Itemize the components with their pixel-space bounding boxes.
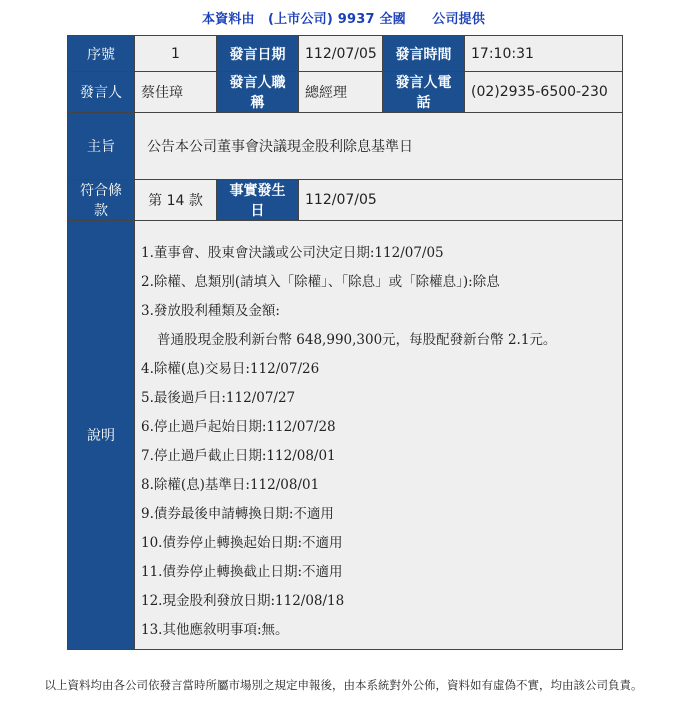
subject-label: 主旨	[68, 113, 135, 180]
description-line: 11.債券停止轉換截止日期:不適用	[141, 564, 343, 580]
description-label: 說明	[68, 221, 135, 650]
announcement-table	[67, 35, 623, 650]
time-label: 發言時間	[383, 36, 465, 72]
row-speaker	[68, 72, 623, 113]
description-line: 8.除權(息)基準日:112/08/01	[141, 477, 320, 493]
seq-value: 1	[135, 36, 217, 72]
description-body	[135, 221, 623, 650]
description-line: 3.發放股利種類及金額:	[141, 303, 280, 319]
clause-value: 第 14 款	[135, 180, 217, 221]
description-line: 普通股現金股利新台幣 648,990,300元，每股配發新台幣 2.1元。	[157, 332, 557, 348]
description-line: 5.最後過戶日:112/07/27	[141, 390, 296, 406]
description-line: 7.停止過戶截止日期:112/08/01	[141, 448, 336, 464]
description-line: 2.除權、息類別(請填入「除權」、「除息」或「除權息」):除息	[141, 274, 500, 290]
description-line: 9.債券最後申請轉換日期:不適用	[141, 506, 334, 522]
clause-label: 符合條款	[68, 180, 135, 221]
row-description	[68, 221, 623, 650]
description-line: 4.除權(息)交易日:112/07/26	[141, 361, 320, 377]
description-line: 1.董事會、股東會決議或公司決定日期:112/07/05	[141, 245, 444, 261]
fact-date-label: 事實發生日	[217, 180, 299, 221]
date-label: 發言日期	[217, 36, 299, 72]
row-subject	[68, 113, 623, 180]
fact-date-value: 112/07/05	[299, 180, 623, 221]
source-title: 本資料由 (上市公司) 9937 全國 公司提供	[201, 12, 486, 27]
seq-label: 序號	[68, 36, 135, 72]
speaker-label: 發言人	[68, 72, 135, 113]
description-line: 12.現金股利發放日期:112/08/18	[141, 593, 345, 609]
description-line: 6.停止過戶起始日期:112/07/28	[141, 419, 336, 435]
subject-value: 公告本公司董事會決議現金股利除息基準日	[135, 113, 623, 180]
speaker-phone-value: (02)2935-6500-230	[465, 72, 623, 113]
time-value: 17:10:31	[465, 36, 623, 72]
speaker-value: 蔡佳璋	[135, 72, 217, 113]
disclaimer-footer: 以上資料均由各公司依發言當時所屬市場別之規定申報後，由本系統對外公佈，資料如有虛偽不實，均由該公司負責。	[44, 678, 643, 692]
speaker-title-value: 總經理	[299, 72, 383, 113]
speaker-title-label: 發言人職稱	[217, 72, 299, 113]
row-seq-date-time	[68, 36, 623, 72]
date-value: 112/07/05	[299, 36, 383, 72]
row-clause	[68, 180, 623, 221]
speaker-phone-label: 發言人電話	[383, 72, 465, 113]
description-line: 10.債券停止轉換起始日期:不適用	[141, 535, 343, 551]
description-line: 13.其他應敘明事項:無。	[141, 622, 289, 638]
